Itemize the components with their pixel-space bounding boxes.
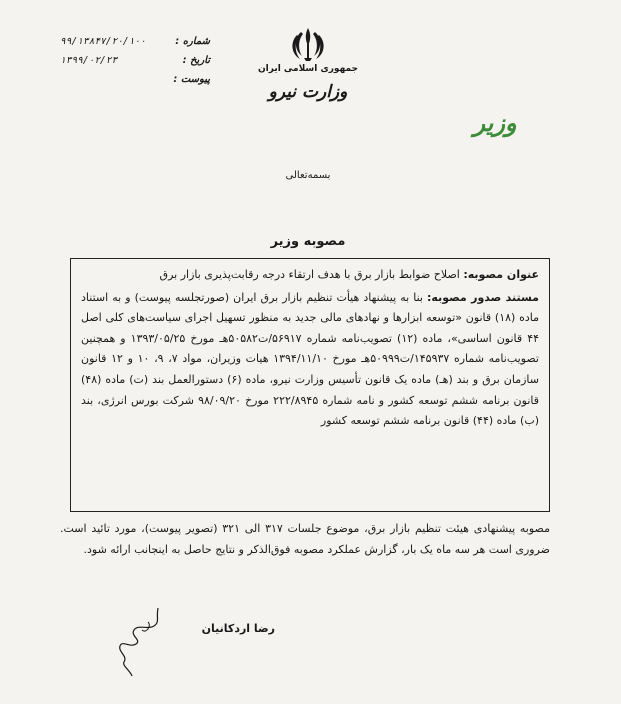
basmala: بسمه‌تعالی <box>285 170 331 181</box>
date-value: ۱۳۹۹/۰۲/۲۳ <box>60 55 118 66</box>
ministry-title: وزارت نیرو <box>268 82 348 102</box>
decision-paragraph: مصوبه پیشنهادی هیئت تنظیم بازار برق، موضوع جلسات ۳۱۷ الی ۳۲۱ (تصویر پیوست)، مورد تائید است. ضروری است هر سه ماه یک بار، گزارش عملکرد مصوبه فوق‌الذکر و نتایج حاصل به اینجانب ارائه شود. <box>60 522 550 556</box>
date-label: تاریخ : <box>182 55 210 66</box>
basis-label: مستند صدور مصوبه: <box>427 290 539 304</box>
signer-name: رضا اردکانیان <box>201 622 275 635</box>
number-row <box>60 32 210 51</box>
attachment-label: پیوست : <box>173 74 210 85</box>
number-label: شماره : <box>175 36 210 47</box>
signature-mark <box>108 600 168 680</box>
republic-title: جمهوری اسلامی ایران <box>257 64 359 74</box>
decree-info-box <box>70 258 550 512</box>
basis-text: بنا به پیشنهاد هیأت تنظیم بازار برق ایران (صورتجلسه پیوست) و به استناد ماده (۱۸) قانون «توسعه ابزارها و نهادهای مالی جدید به منظور تسهیل اجرای سیاست‌های کلی اصل ۴۴ قانون اساسی»، ماده (۱۲) تصویب‌نامه شماره ۵۶۹۱۷/ت۵۰۵۸۲هـ مورخ ۱۳۹۳/۰۵/۲۵ و همچنین تصویب‌نامه شماره ۱۴۵۹۳۷/ت۵۰۹۹۹هـ مورخ ۱۳۹۴/۱۱/۱۰ هیات وزیران، مواد ۷، ۹، ۱۰ و ۱۲ قانون سازمان برق و بند (هـ) ماده یک قانون تأسیس وزارت نیرو، ماده (۶) دستورالعمل بند (ت) ماده (۴۸) قانون برنامه ششم توسعه کشور و نامه شماره ۲۲۲/۸۹۴۵ مورخ ۹۸/۰۹/۲۰ شرکت بورس انرژی، بند (ب) ماده (۴۴) قانون برنامه ششم توسعه کشور <box>81 290 540 428</box>
iran-emblem-icon <box>288 24 328 64</box>
subject-label: عنوان مصوبه: <box>463 268 539 281</box>
date-row <box>60 51 210 70</box>
number-value: ۹۹/۱۳۸۴۷/۲۰/۱۰۰ <box>60 36 146 47</box>
document-title: مصوبه وزیر <box>270 234 346 249</box>
attachment-row <box>60 70 210 89</box>
minister-stamp: وزیر <box>473 108 517 137</box>
subject-text: اصلاح ضوابط بازار برق با هدف ارتقاء درجه رقابت‌پذیری بازار برق <box>159 268 460 281</box>
subject-line <box>81 265 539 286</box>
basis-paragraph <box>81 288 539 432</box>
letter-meta <box>60 32 210 89</box>
